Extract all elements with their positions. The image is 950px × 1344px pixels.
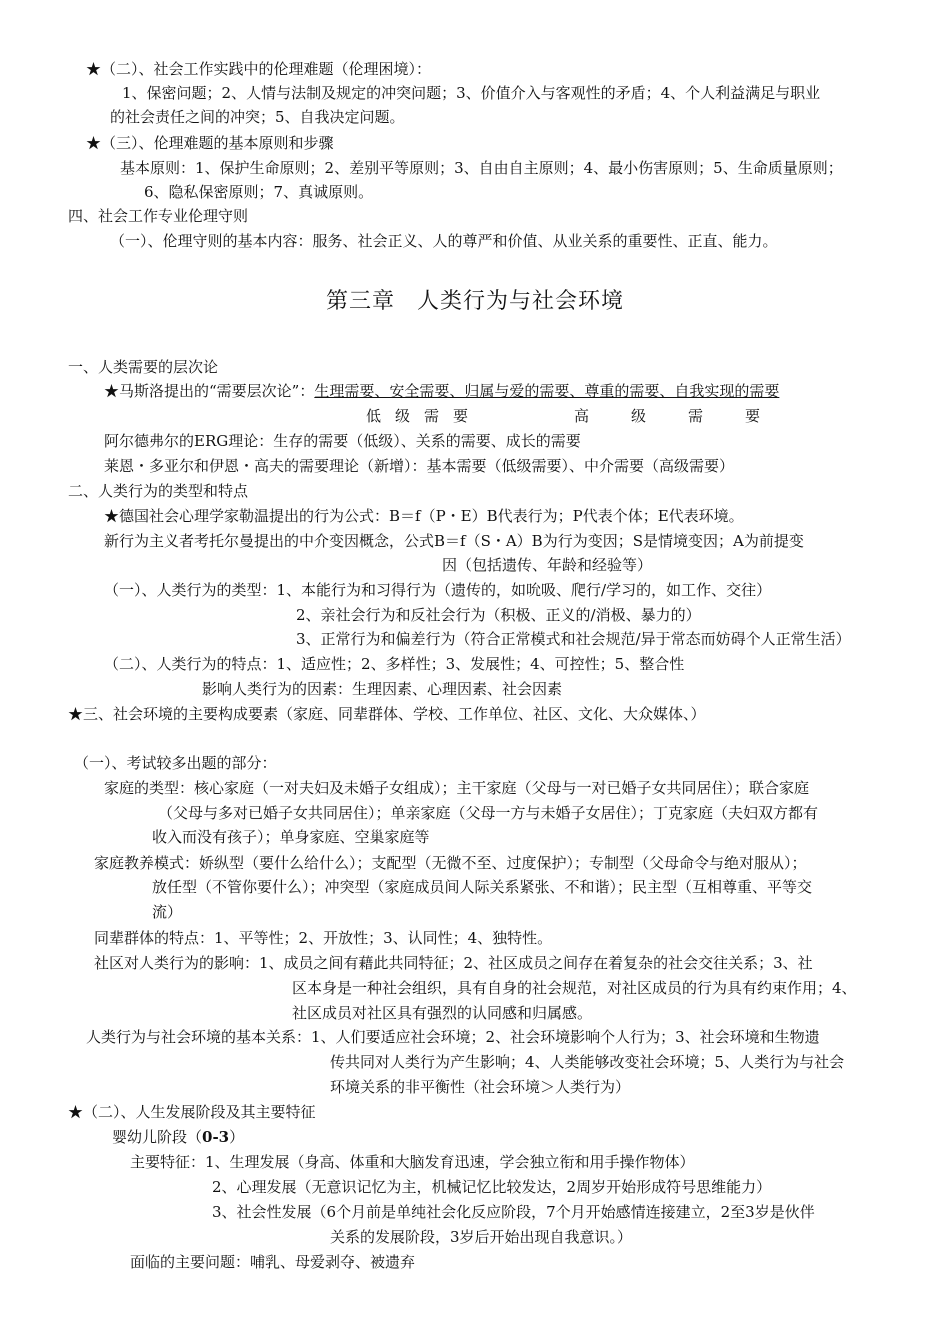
paragraph-line: （父母与多对已婚子女共同居住）；单亲家庭（父母一方与未婚子女居住）；丁克家庭（夫妇双方都有 xyxy=(158,804,819,822)
paragraph-line: 莱恩・多亚尔和伊恩・高夫的需要理论（新增）：基本需要（低级需要）、中介需要（高级需要） xyxy=(104,457,735,475)
section-heading: ★（二）、人生发展阶段及其主要特征 xyxy=(68,1103,316,1121)
paragraph-line: 6、隐私保密原则；7、真诚原则。 xyxy=(144,183,374,201)
paragraph-line: 收入而没有孩子）；单身家庭、空巢家庭等 xyxy=(152,828,430,846)
paragraph-line: 因（包括遗传、年龄和经验等） xyxy=(442,556,653,574)
paragraph-line: 3、正常行为和偏差行为（符合正常模式和社会规范/异于常态而妨碍个人正常生活） xyxy=(296,630,851,648)
paragraph-line: 传共同对人类行为产生影响；4、人类能够改变社会环境；5、人类行为与社会 xyxy=(330,1053,845,1071)
high-level-needs-label: 高级需要 xyxy=(574,407,803,425)
paragraph-line: 2、亲社会行为和反社会行为（积极、正义的/消极、暴力的） xyxy=(296,606,701,624)
paragraph-line: 影响人类行为的因素：生理因素、心理因素、社会因素 xyxy=(202,680,563,698)
low-level-needs-label: 低级需要 xyxy=(366,407,483,425)
paragraph-line: 家庭的类型：核心家庭（一对夫妇及未婚子女组成）；主干家庭（父母与一对已婚子女共同居住）；联合家庭 xyxy=(104,779,810,797)
paragraph-line: 社区成员对社区具有强烈的认同感和归属感。 xyxy=(292,1004,593,1022)
chapter-number: 第三章 xyxy=(325,289,395,314)
stage-label: 婴幼儿阶段（ xyxy=(112,1128,203,1146)
section-heading: 四、社会工作专业伦理守则 xyxy=(68,207,249,225)
paragraph-line: 新行为主义者考托尔曼提出的中介变因概念，公式B＝f（S・A）B为行为变因；S是情境变因；A为前提变 xyxy=(104,532,804,550)
paragraph-line: 主要特征：1、生理发展（身高、体重和大脑发育迅速，学会独立衔和用手操作物体） xyxy=(130,1153,695,1171)
section-heading: （一）、考试较多出题的部分： xyxy=(74,754,277,772)
paragraph-line: （一）、人类行为的类型：1、本能行为和习得行为（遗传的，如吮吸、爬行/学习的，如工作、交往） xyxy=(104,581,772,599)
maslow-needs: 生理需要、安全需要、归属与爱的需要、尊重的需要、自我实现的需要 xyxy=(314,382,780,400)
paragraph-line xyxy=(104,380,779,402)
paragraph-line: 阿尔德弗尔的ERG理论：生存的需要（低级）、关系的需要、成长的需要 xyxy=(104,432,581,450)
paragraph-line: 社区对人类行为的影响：1、成员之间有藉此共同特征；2、社区成员之间存在着复杂的社会交往关系；3、社 xyxy=(94,954,813,972)
paragraph-line: 1、保密问题；2、人情与法制及规定的冲突问题；3、价值介入与客观性的矛盾；4、个人利益满足与职业 xyxy=(122,84,821,102)
paragraph-line: （一）、伦理守则的基本内容：服务、社会正义、人的尊严和价值、从业关系的重要性、正直、能力。 xyxy=(110,232,778,250)
paragraph-line: 环境关系的非平衡性（社会环境＞人类行为） xyxy=(330,1078,631,1096)
section-heading: ★三、社会环境的主要构成要素（家庭、同辈群体、学校、工作单位、社区、文化、大众媒体、） xyxy=(68,705,706,723)
paragraph-line: 同辈群体的特点：1、平等性；2、开放性；3、认同性；4、独特性。 xyxy=(94,929,553,947)
paragraph-line: 3、社会性发展（6个月前是单纯社会化反应阶段，7个月开始感情连接建立，2至3岁是伙伴 xyxy=(212,1203,815,1221)
section-heading: 一、人类需要的层次论 xyxy=(68,358,219,376)
paragraph-line: 基本原则：1、保护生命原则；2、差别平等原则；3、自由自主原则；4、最小伤害原则；5、生命质量原则； xyxy=(120,159,843,177)
chapter-title xyxy=(0,284,950,315)
paragraph-line: 区本身是一种社会组织，具有自身的社会规范，对社区成员的行为具有约束作用；4、 xyxy=(292,979,857,997)
maslow-label: ★马斯洛提出的“需要层次论”： xyxy=(104,382,315,400)
paragraph-line: 流） xyxy=(152,903,183,921)
stage-age-range: 0-3 xyxy=(202,1128,230,1146)
paragraph-line: ★德国社会心理学家勒温提出的行为公式：B＝f（P・E）B代表行为；P代表个体；E代表环境。 xyxy=(104,507,744,525)
section-heading: 二、人类行为的类型和特点 xyxy=(68,482,249,500)
paragraph-line: 的社会责任之间的冲突；5、自我决定问题。 xyxy=(110,108,405,126)
paragraph-line: 人类行为与社会环境的基本关系：1、人们要适应社会环境；2、社会环境影响个人行为；3、社会环境和生物遗 xyxy=(86,1028,820,1046)
paragraph-line: 面临的主要问题：哺乳、母爱剥夺、被遗弃 xyxy=(130,1253,416,1271)
stage-label-close: ） xyxy=(229,1128,245,1146)
paragraph-line: 2、心理发展（无意识记忆为主，机械记忆比较发达，2周岁开始形成符号思维能力） xyxy=(212,1178,772,1196)
paragraph-line: （二）、人类行为的特点：1、适应性；2、多样性；3、发展性；4、可控性；5、整合性 xyxy=(104,655,685,673)
paragraph-line: 关系的发展阶段，3岁后开始出现自我意识。） xyxy=(330,1228,633,1246)
paragraph-line: 家庭教养模式：娇纵型（要什么给什么）；支配型（无微不至、过度保护）；专制型（父母命令与绝对服从）； xyxy=(94,854,807,872)
section-heading: ★（二）、社会工作实践中的伦理难题（伦理困境）： xyxy=(86,60,432,78)
paragraph-line: 放任型（不管你要什么）；冲突型（家庭成员间人际关系紧张、不和谐）；民主型（互相尊重、平等交 xyxy=(152,878,813,896)
paragraph-line xyxy=(112,1126,244,1148)
chapter-name: 人类行为与社会环境 xyxy=(417,289,625,314)
section-heading: ★（三）、伦理难题的基本原则和步骤 xyxy=(86,134,334,152)
